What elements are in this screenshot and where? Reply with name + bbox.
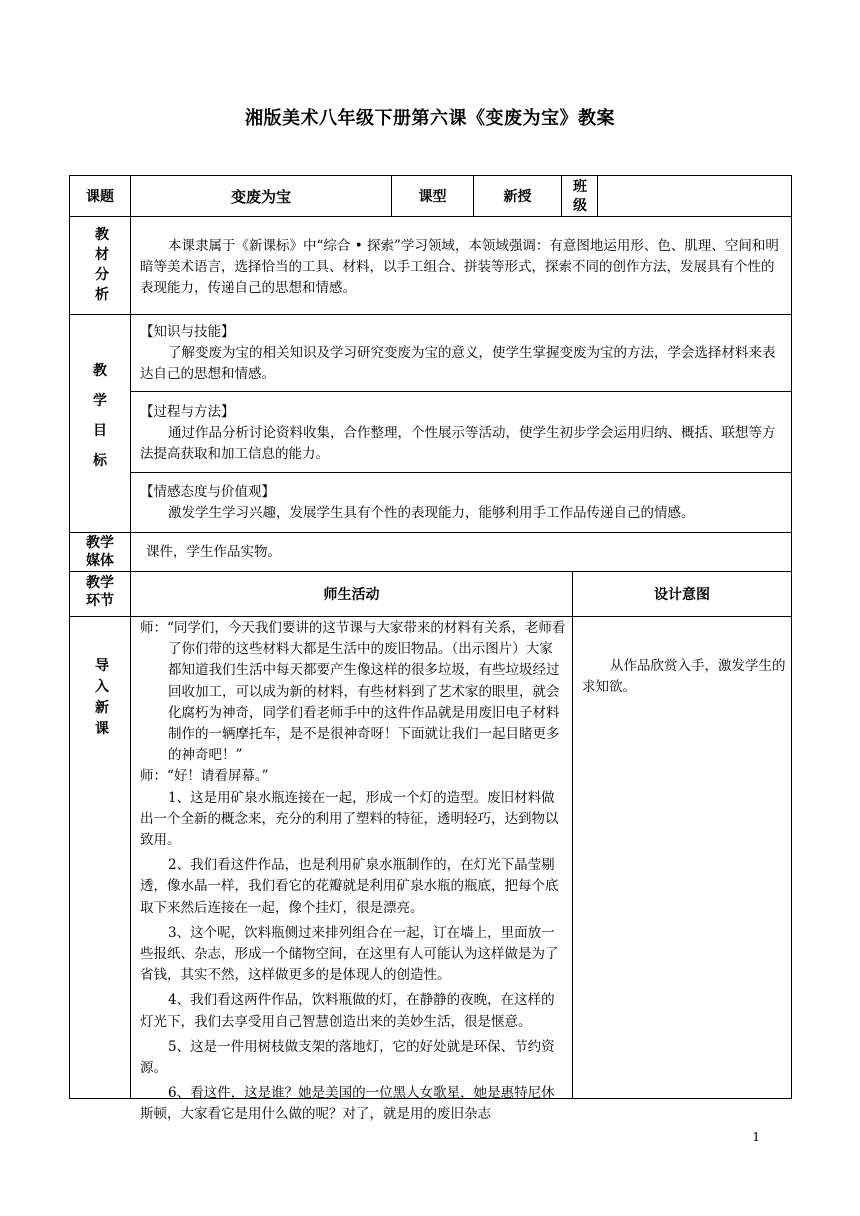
- teacher-speech: 师：“同学们，今天我们要讲的这节课与大家带来的材料有关系，老师看了你们带的这些材料大都是生活中的废旧物品。（出示图片）大家都知道我们生活中每天都要产生像这样的很多垃圾，有些垃圾经过回收加工，可以成为新的材料，有些材料到了艺术家的眼里，就会化腐朽为神奇，同学们看老师手中的这件作品就是用废旧电子材料制作的一辆摩托车，是不是很神奇呀！下面就让我们一起目睹更多的神奇吧！”: [140, 620, 566, 764]
- activity-item: 5、这是一件用树枝做支架的落地灯，它的好处就是环保、节约资源。: [140, 1038, 555, 1077]
- type-label: 课型: [418, 189, 447, 205]
- intro-activity: [140, 618, 566, 1123]
- activity-item: 6、看这件，这是谁？她是美国的一位黑人女歌星，她是惠特尼休斯顿，大家看它是用什么做的呢？对了，就是用的废旧杂志: [140, 1085, 555, 1123]
- media-text: 课件，学生作品实物。: [146, 544, 281, 560]
- objective-knowledge: [140, 322, 786, 385]
- objective-heading: 【过程与方法】: [140, 404, 235, 420]
- objective-heading: 【知识与技能】: [140, 324, 235, 340]
- objectives-label: 教学目标: [93, 363, 107, 469]
- activity-item: 3、这个呢，饮料瓶侧过来排列组合在一起，订在墙上，里面放一些报纸、杂志，形成一个储物空间，在这里有人可能认为这样做是为了省钱，其实不然，这样做更多的是体现人的创造性。: [140, 924, 559, 984]
- document-title: 湘版美术八年级下册第六课《变废为宝》教案: [245, 108, 615, 129]
- objective-heading: 【情感态度与价值观】: [140, 484, 275, 500]
- type-value: 新授: [503, 189, 532, 205]
- activity-item: 2、我们看这件作品，也是利用矿泉水瓶制作的，在灯光下晶莹剔透，像水晶一样，我们看它的花瓣就是利用矿泉水瓶的瓶底，把每个底取下来然后连接在一起，像个挂灯，很是漂亮。: [140, 857, 559, 916]
- process-label: 教学环节: [86, 575, 114, 609]
- activity-item: 1、这是用矿泉水瓶连接在一起，形成一个灯的造型。废旧材料做出一个全新的概念来，充分的利用了塑料的特征，透明轻巧，达到物以致用。: [140, 789, 559, 849]
- analysis-text: 本课隶属于《新课标》中“综合 • 探索”学习领域，本领域强调：有意图地运用形、色、肌理、空间和明暗等美术语言，选择恰当的工具、材料，以手工组合、拼装等形式，探索不同的创作方法，发展具有个性的表现能力，传递自己的思想和情感。: [140, 238, 779, 296]
- teacher-speech: 师：“好！请看屏幕。”: [140, 768, 269, 785]
- class-value: [598, 176, 791, 216]
- objective-text: 激发学生学习兴趣，发展学生具有个性的表现能力，能够利用手工作品传递自己的情感。: [168, 505, 695, 521]
- topic-value: 变废为宝: [230, 187, 291, 206]
- class-label: 班级: [573, 179, 587, 214]
- objective-emotion: [140, 482, 786, 524]
- media-label: 教学媒体: [86, 535, 114, 569]
- intro-label: 导入新课: [95, 658, 109, 737]
- objective-text: 了解变废为宝的相关知识及学习研究变废为宝的意义，使学生掌握变废为宝的方法，学会选择材料来表达自己的思想和情感。: [140, 345, 776, 382]
- activity-header: 师生活动: [323, 587, 380, 603]
- analysis-label: 教材分析: [95, 227, 109, 303]
- intro-intent: 从作品欣赏入手，激发学生的求知欲。: [582, 658, 786, 695]
- objective-text: 通过作品分析讨论资料收集，合作整理，个性展示等活动，使学生初步学会运用归纳、概括、联想等方法提高获取和加工信息的能力。: [140, 425, 776, 462]
- objective-process: [140, 402, 786, 465]
- activity-item: 4、我们看这两件作品，饮料瓶做的灯，在静静的夜晚，在这样的灯光下，我们去享受用自己智慧创造出来的美妙生活，很是惬意。: [140, 992, 555, 1030]
- intent-header: 设计意图: [654, 587, 710, 603]
- topic-label: 课题: [86, 189, 114, 205]
- page-number: 1: [752, 1130, 760, 1144]
